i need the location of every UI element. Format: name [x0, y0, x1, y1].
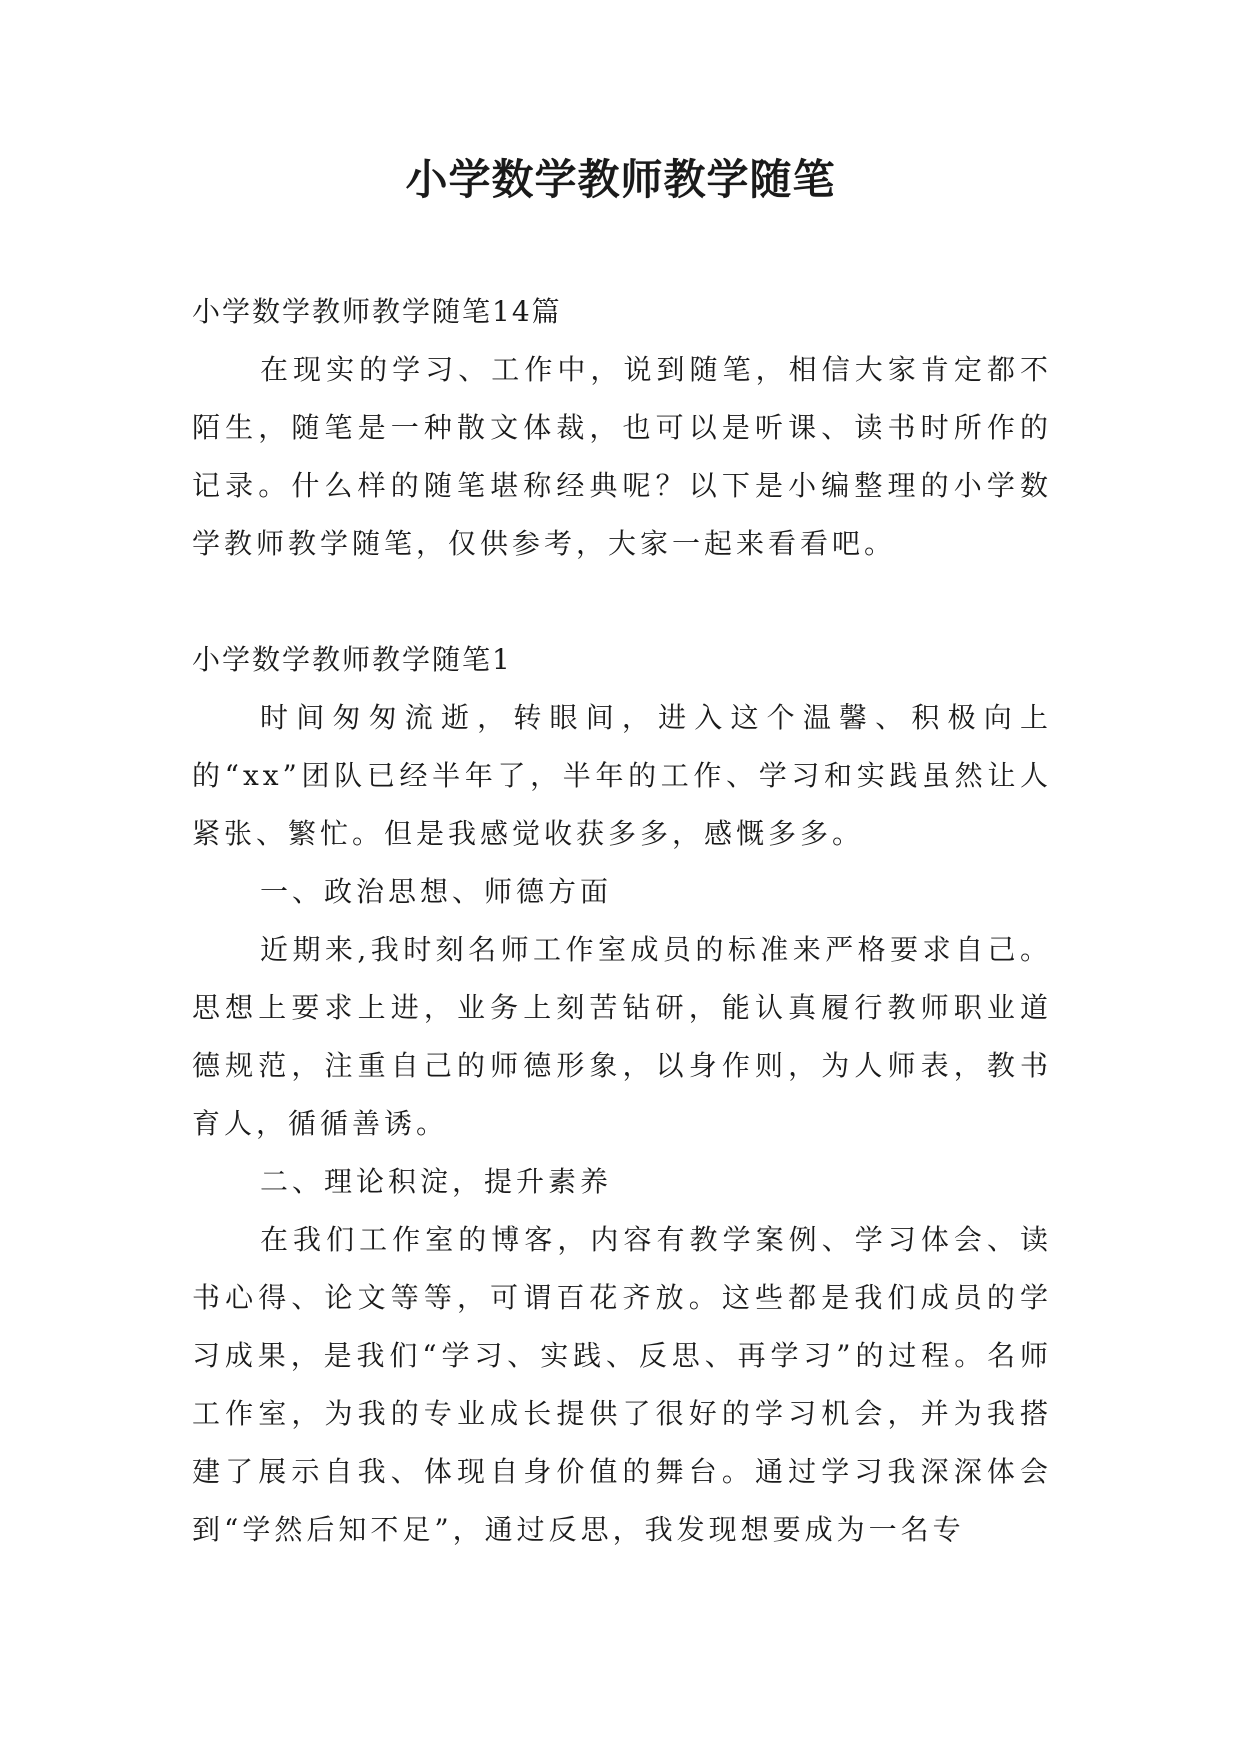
point-body-politics: 近期来,我时刻名师工作室成员的标准来严格要求自己。思想上要求上进，业务上刻苦钻研，能认真履行教师职业道德规范，注重自己的师德形象，以身作则，为人师表，教书育人，循循善诱。: [192, 933, 1052, 1140]
document-body: [192, 283, 1052, 1559]
section-paragraph: 时间匆匆流逝，转眼间，进入这个温馨、积极向上的“xx”团队已经半年了，半年的工作、学习和实践虽然让人紧张、繁忙。但是我感觉收获多多，感慨多多。: [192, 701, 1052, 850]
paragraph-spacer: [192, 573, 1052, 631]
document-title: 小学数学教师教学随笔: [405, 155, 836, 204]
point-heading-politics: 一、政治思想、师德方面: [260, 875, 613, 908]
document-subtitle: 小学数学教师教学随笔14篇: [192, 295, 562, 328]
point-body-theory: 在我们工作室的博客，内容有教学案例、学习体会、读书心得、论文等等，可谓百花齐放。这些都是我们成员的学习成果，是我们“学习、实践、反思、再学习”的过程。名师工作室，为我的专业成长提供了很好的学习机会，并为我搭建了展示自我、体现自身价值的舞台。通过学习我深深体会到“学然后知不足”，通过反思，我发现想要成为一名专: [192, 1223, 1052, 1546]
section-heading: 小学数学教师教学随笔1: [192, 643, 512, 676]
point-heading-theory: 二、理论积淀，提升素养: [260, 1165, 613, 1198]
intro-paragraph: 在现实的学习、工作中，说到随笔，相信大家肯定都不陌生，随笔是一种散文体裁，也可以是听课、读书时所作的记录。什么样的随笔堪称经典呢？以下是小编整理的小学数学教师教学随笔，仅供参考，大家一起来看看吧。: [192, 353, 1052, 560]
